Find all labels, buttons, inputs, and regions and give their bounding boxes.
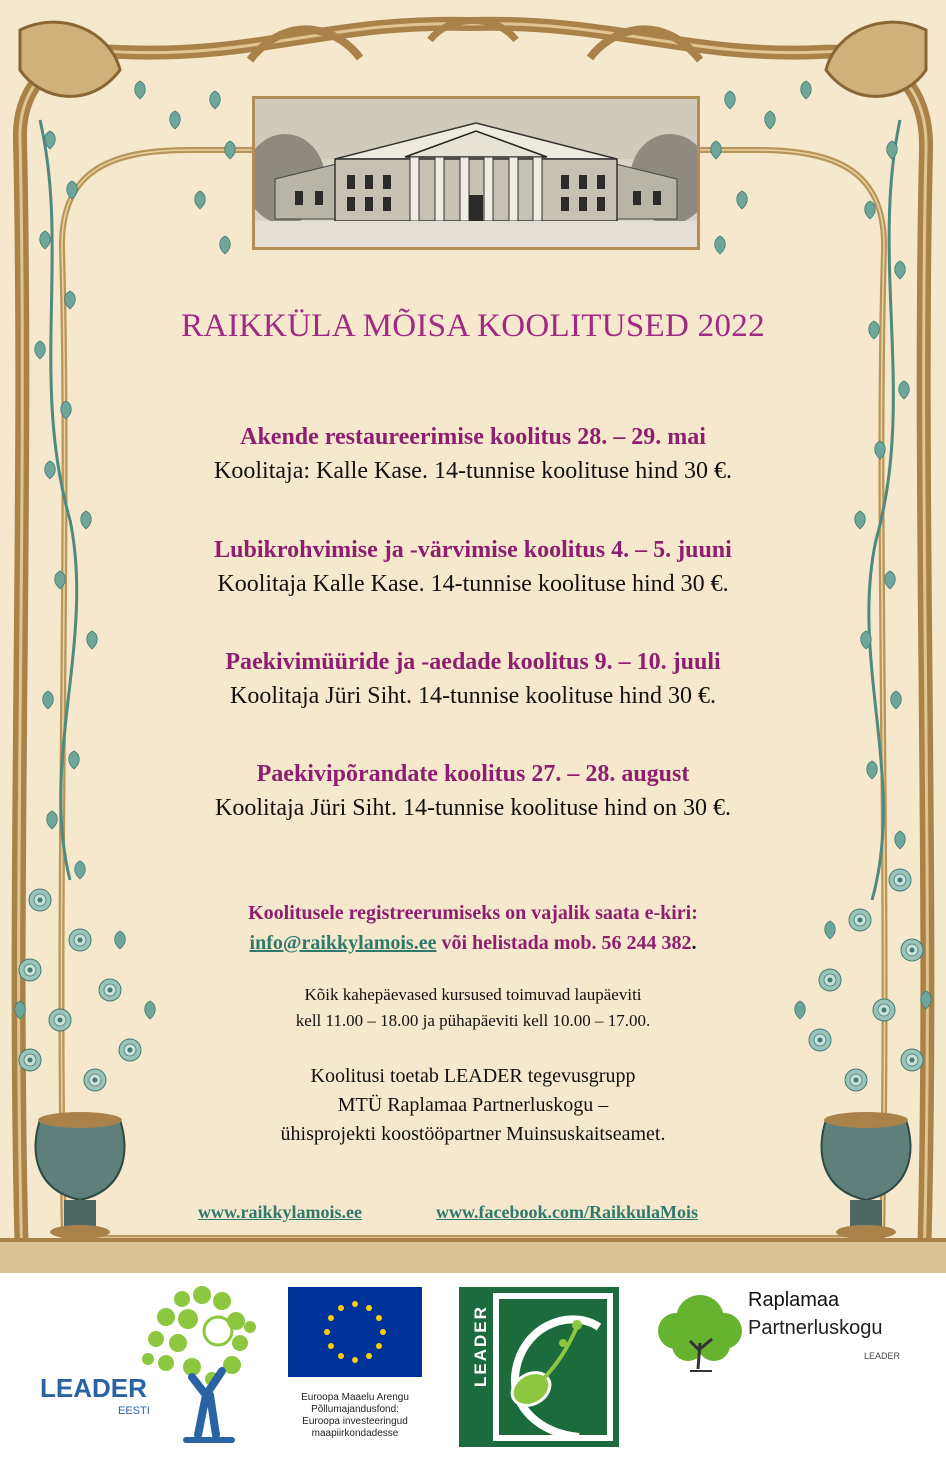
course-title: Lubikrohvimise ja -värvimise koolitus 4. – 5. juuni	[214, 537, 732, 563]
course-details: Koolitaja: Kalle Kase. 14-tunnise koolituse hind 30 €.	[214, 458, 732, 484]
eu-flag-icon	[288, 1287, 422, 1377]
tree-icon	[654, 1291, 746, 1375]
raplamaa-name-1: Raplamaa	[748, 1289, 840, 1311]
sponsor-logos	[0, 1273, 946, 1458]
raplamaa-name-2: Partnerluskogu	[748, 1317, 883, 1339]
eu-fund-line-1: Euroopa Maaelu Arengu	[301, 1392, 409, 1403]
support-line-1: Koolitusi toetab LEADER tegevusgrupp	[310, 1065, 636, 1087]
leader-eesti-logo	[36, 1285, 266, 1450]
eu-fund-line-4: maapiirkondadesse	[311, 1428, 399, 1439]
course-item	[0, 645, 946, 713]
email-link[interactable]: info@raikkylamois.ee	[249, 932, 437, 954]
leader-eesti-subtitle: EESTI	[118, 1405, 150, 1417]
facebook-link[interactable]: www.facebook.com/RaikkulaMois	[436, 1202, 699, 1222]
manor-house-image	[252, 96, 700, 250]
schedule-info	[0, 982, 946, 1034]
course-item	[0, 420, 946, 488]
eu-fund-line-2: Põllumajandusfond:	[311, 1404, 399, 1415]
course-details: Koolitaja Kalle Kase. 14-tunnise koolituse hind 30 €.	[217, 571, 729, 597]
course-title: Paekivimüüride ja -aedade koolitus 9. – 10. juuli	[225, 649, 721, 675]
website-link[interactable]: www.raikkylamois.ee	[198, 1202, 362, 1222]
registration-info	[0, 898, 946, 958]
leader-eesti-title: LEADER	[40, 1373, 147, 1403]
course-item	[0, 757, 946, 825]
course-item	[0, 533, 946, 601]
tree-icon	[36, 1285, 266, 1450]
registration-contact	[0, 928, 946, 958]
registration-line: Koolitusele registreerumiseks on vajalik saata e-kiri:	[248, 902, 698, 924]
registration-end: .	[691, 932, 697, 954]
schedule-line-1: Kõik kahepäevased kursused toimuvad laupäeviti	[304, 985, 642, 1004]
raplamaa-tag: LEADER	[864, 1351, 901, 1361]
raplamaa-logo	[654, 1287, 924, 1387]
leader-logo	[459, 1287, 619, 1447]
page-title: RAIKKÜLA MÕISA KOOLITUSED 2022	[181, 308, 765, 344]
eu-fund-line-3: Euroopa investeeringud	[302, 1416, 408, 1427]
support-info	[0, 1062, 946, 1149]
eu-fund-text	[288, 1392, 422, 1440]
phone-text: või helistada mob. 56 244 382	[436, 932, 692, 954]
eu-fund-logo	[288, 1287, 424, 1457]
course-title: Akende restaureerimise koolitus 28. – 29. mai	[240, 424, 706, 450]
course-details: Koolitaja Jüri Siht. 14-tunnise koolituse hind 30 €.	[230, 683, 716, 709]
course-details: Koolitaja Jüri Siht. 14-tunnise koolituse hind on 30 €.	[215, 795, 731, 821]
support-line-2: MTÜ Raplamaa Partnerluskogu –	[337, 1094, 609, 1116]
schedule-line-2: kell 11.00 – 18.00 ja pühapäeviti kell 10.00 – 17.00.	[295, 1011, 651, 1030]
leader-logo-text: LEADER	[471, 1305, 490, 1387]
support-line-3: ühisprojekti koostööpartner Muinsuskaitseamet.	[280, 1123, 666, 1145]
course-title: Paekivipõrandate koolitus 27. – 28. august	[256, 761, 690, 787]
